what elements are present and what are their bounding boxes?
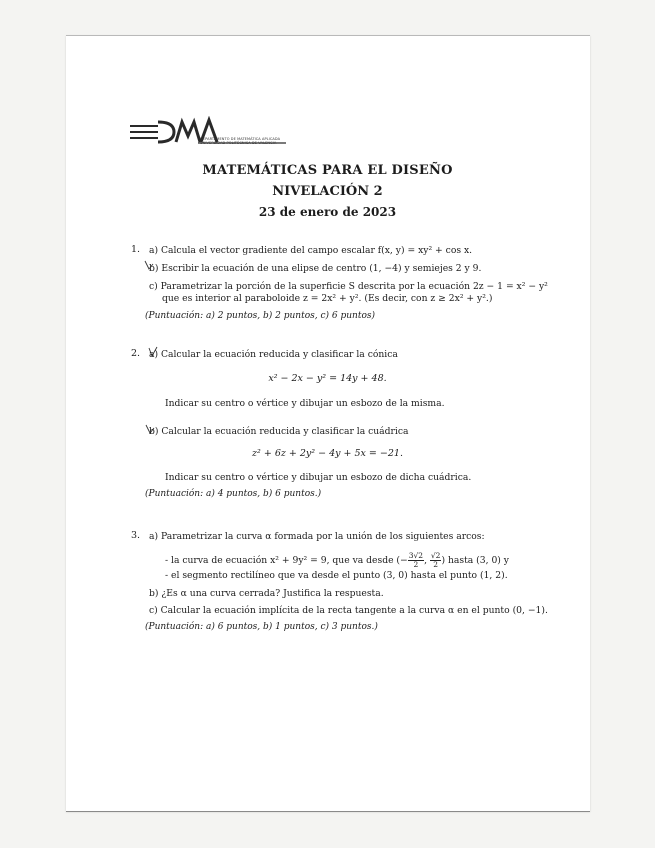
question-3-number: 3. — [131, 530, 141, 541]
fraction-3sqrt2-over-2 — [408, 552, 424, 569]
question-2a-note: Indicar su centro o vértice y dibujar un esbozo de la misma. — [165, 398, 445, 409]
question-2a: a) Calcular la ecuación reducida y clasificar la cónica — [149, 349, 398, 360]
question-3a-arc-2: - el segmento rectilíneo que va desde el punto (3, 0) hasta el punto (1, 2). — [165, 570, 508, 581]
exam-title: MATEMÁTICAS PARA EL DISEÑO — [202, 163, 453, 178]
comma-separator: , — [424, 555, 427, 566]
exam-subtitle: NIVELACIÓN 2 — [272, 184, 383, 199]
question-3a-arc-1 — [165, 552, 509, 569]
question-1c-line-1: c) Parametrizar la porción de la superficie S descrita por la ecuación 2z − 1 = x² − y² — [149, 281, 548, 292]
question-3a-arc-1-text: - la curva de ecuación x² + 9y² = 9, que va desde (− — [165, 555, 408, 566]
question-3-score: (Puntuación: a) 6 puntos, b) 1 puntos, c) 3 puntos.) — [145, 622, 378, 632]
dma-logo — [128, 116, 288, 156]
question-3b: b) ¿Es α una curva cerrada? Justifica la respuesta. — [149, 588, 384, 599]
question-1-number: 1. — [131, 244, 141, 255]
question-3a: a) Parametrizar la curva α formada por la unión de los siguientes arcos: — [149, 531, 485, 542]
fraction-numerator: 3√2 — [408, 551, 424, 560]
fraction-sqrt2-over-2 — [430, 552, 442, 569]
question-1a: a) Calcula el vector gradiente del campo escalar f(x, y) = xy² + cos x. — [149, 245, 473, 256]
department-line-2: UNIVERSIDAD POLITÉCNICA DE VALENCIA — [200, 141, 277, 145]
question-2-score: (Puntuación: a) 4 puntos, b) 6 puntos.) — [145, 489, 322, 499]
question-2b-note: Indicar su centro o vértice y dibujar un esbozo de dicha cuádrica. — [165, 472, 472, 483]
exam-date: 23 de enero de 2023 — [258, 205, 397, 219]
fraction-denominator: 2 — [433, 560, 439, 569]
question-1-score: (Puntuación: a) 2 puntos, b) 2 puntos, c) 6 puntos) — [145, 311, 375, 321]
question-2-number: 2. — [131, 348, 141, 359]
page-top-edge — [66, 35, 590, 36]
question-1c-line-2: que es interior al paraboloide z = 2x² + y². (Es decir, con z ≥ 2x² + y².) — [162, 293, 493, 304]
page-bottom-edge — [66, 811, 590, 812]
question-2b-equation: z² + 6z + 2y² − 4y + 5x = −21. — [252, 448, 403, 459]
department-name — [200, 137, 280, 145]
department-line-1: DEPARTAMENTO DE MATEMÁTICA APLICADA — [200, 137, 281, 141]
fraction-numerator: √2 — [430, 551, 441, 560]
question-3c: c) Calcular la ecuación implícita de la recta tangente a la curva α en el punto (0, −1). — [149, 605, 548, 616]
question-3a-arc-1-end: ) hasta (3, 0) y — [441, 555, 509, 566]
fraction-denominator: 2 — [413, 560, 419, 569]
handwritten-check-mark — [144, 259, 154, 271]
question-2a-equation: x² − 2x − y² = 14y + 48. — [268, 373, 387, 384]
question-1b: b) Escribir la ecuación de una elipse de centro (1, −4) y semiejes 2 y 9. — [149, 263, 482, 274]
question-2b: b) Calcular la ecuación reducida y clasificar la cuádrica — [149, 426, 409, 437]
